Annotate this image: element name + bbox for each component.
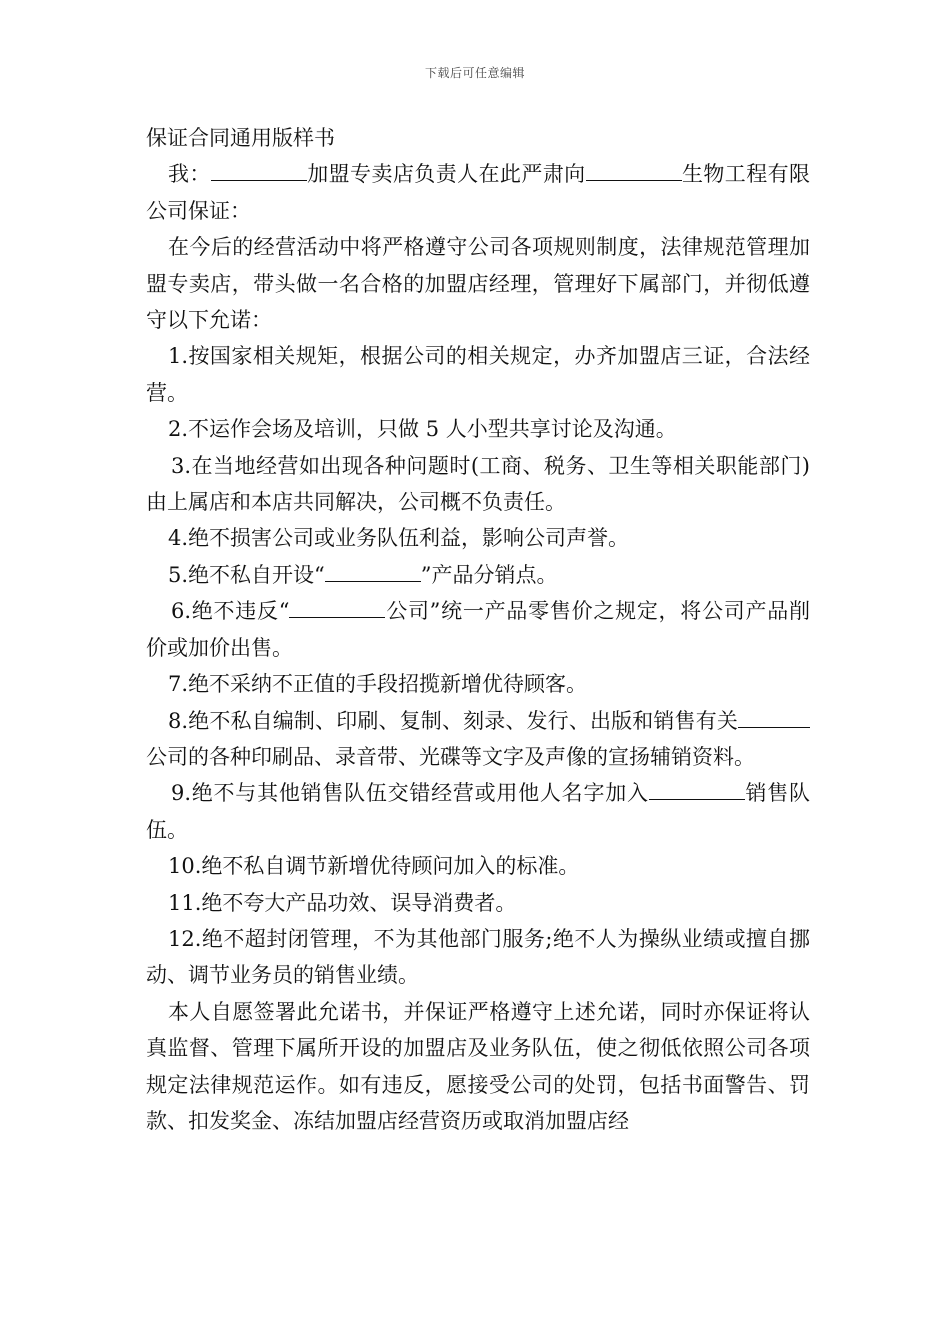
item-8-part1: 8.绝不私自编制、印刷、复制、刻录、发行、出版和销售有关 xyxy=(168,708,738,733)
item-10: 10.绝不私自调节新增优待顾问加入的标准。 xyxy=(168,854,580,879)
item-5-part1: 5.绝不私自开设“ xyxy=(168,562,325,587)
item-11: 11.绝不夸大产品功效、误导消费者。 xyxy=(168,890,517,915)
item-8 xyxy=(146,703,810,776)
item-8-blank-a[interactable] xyxy=(738,709,774,728)
item-2: 2.不运作会场及培训，只做 5 人小型共享讨论及沟通。 xyxy=(168,417,677,442)
item-9 xyxy=(146,775,810,848)
item-12: 12.绝不超封闭管理，不为其他部门服务;绝不人为操纵业绩或擅自挪动、调节业务员的销售业绩。 xyxy=(146,926,810,988)
intro-part3: 生物工程有限公司保证： xyxy=(146,162,811,223)
document-title: 保证合同通用版样书 xyxy=(146,126,335,150)
intro-part2: 加盟专卖店负责人在此严肃向 xyxy=(306,162,586,187)
company-blank[interactable] xyxy=(586,162,682,181)
item-9-part1: 9.绝不与其他销售队伍交错经营或用他人名字加入 xyxy=(171,781,649,806)
item-9-blank[interactable] xyxy=(649,781,745,800)
item-4: 4.绝不损害公司或业务队伍利益，影响公司声誉。 xyxy=(168,526,630,551)
item-9-part2: 销售队伍。 xyxy=(146,781,810,842)
item-8-blank-b[interactable] xyxy=(774,709,810,728)
commitment-paragraph: 在今后的经营活动中将严格遵守公司各项规则制度，法律规范管理加盟专卖店，带头做一名合格的加盟店经理，管理好下属部门，并彻低遵守以下允诺： xyxy=(146,235,810,333)
document-body xyxy=(146,120,810,1139)
item-5 xyxy=(146,557,810,593)
item-6-part2: 公司”统一产品零售价之规定，将公司产品削价或加价出售。 xyxy=(146,599,810,660)
page-header-note: 下载后可任意编辑 xyxy=(424,66,525,80)
closing-paragraph: 本人自愿签署此允诺书，并保证严格遵守上述允诺，同时亦保证将认真监督、管理下属所开设的加盟店及业务队伍，使之彻低依照公司各项规定法律规范运作。如有违反，愿接受公司的处罚，包括书面警告、罚款、扣发奖金、冻结加盟店经营资历或取消加盟店经 xyxy=(146,999,810,1133)
item-5-blank[interactable] xyxy=(325,563,421,582)
item-1: 1.按国家相关规矩，根据公司的相关规定，办齐加盟店三证，合法经营。 xyxy=(146,344,810,405)
name-blank[interactable] xyxy=(211,162,307,181)
item-5-part2: ”产品分销点。 xyxy=(420,562,558,587)
item-6-part1: 6.绝不违反“ xyxy=(171,599,290,624)
item-8-part2: 公司的各种印刷品、录音带、光碟等文字及声像的宣扬辅销资料。 xyxy=(146,744,755,769)
item-6 xyxy=(146,593,810,666)
item-7: 7.绝不采纳不正值的手段招揽新增优待顾客。 xyxy=(168,672,588,697)
item-3: 3.在当地经营如出现各种问题时(工商、税务、卫生等相关职能部门)由上属店和本店共同解决，公司概不负责任。 xyxy=(146,453,810,515)
intro-part1: 我： xyxy=(168,162,211,187)
item-6-blank[interactable] xyxy=(289,599,385,618)
intro-paragraph xyxy=(146,156,810,229)
